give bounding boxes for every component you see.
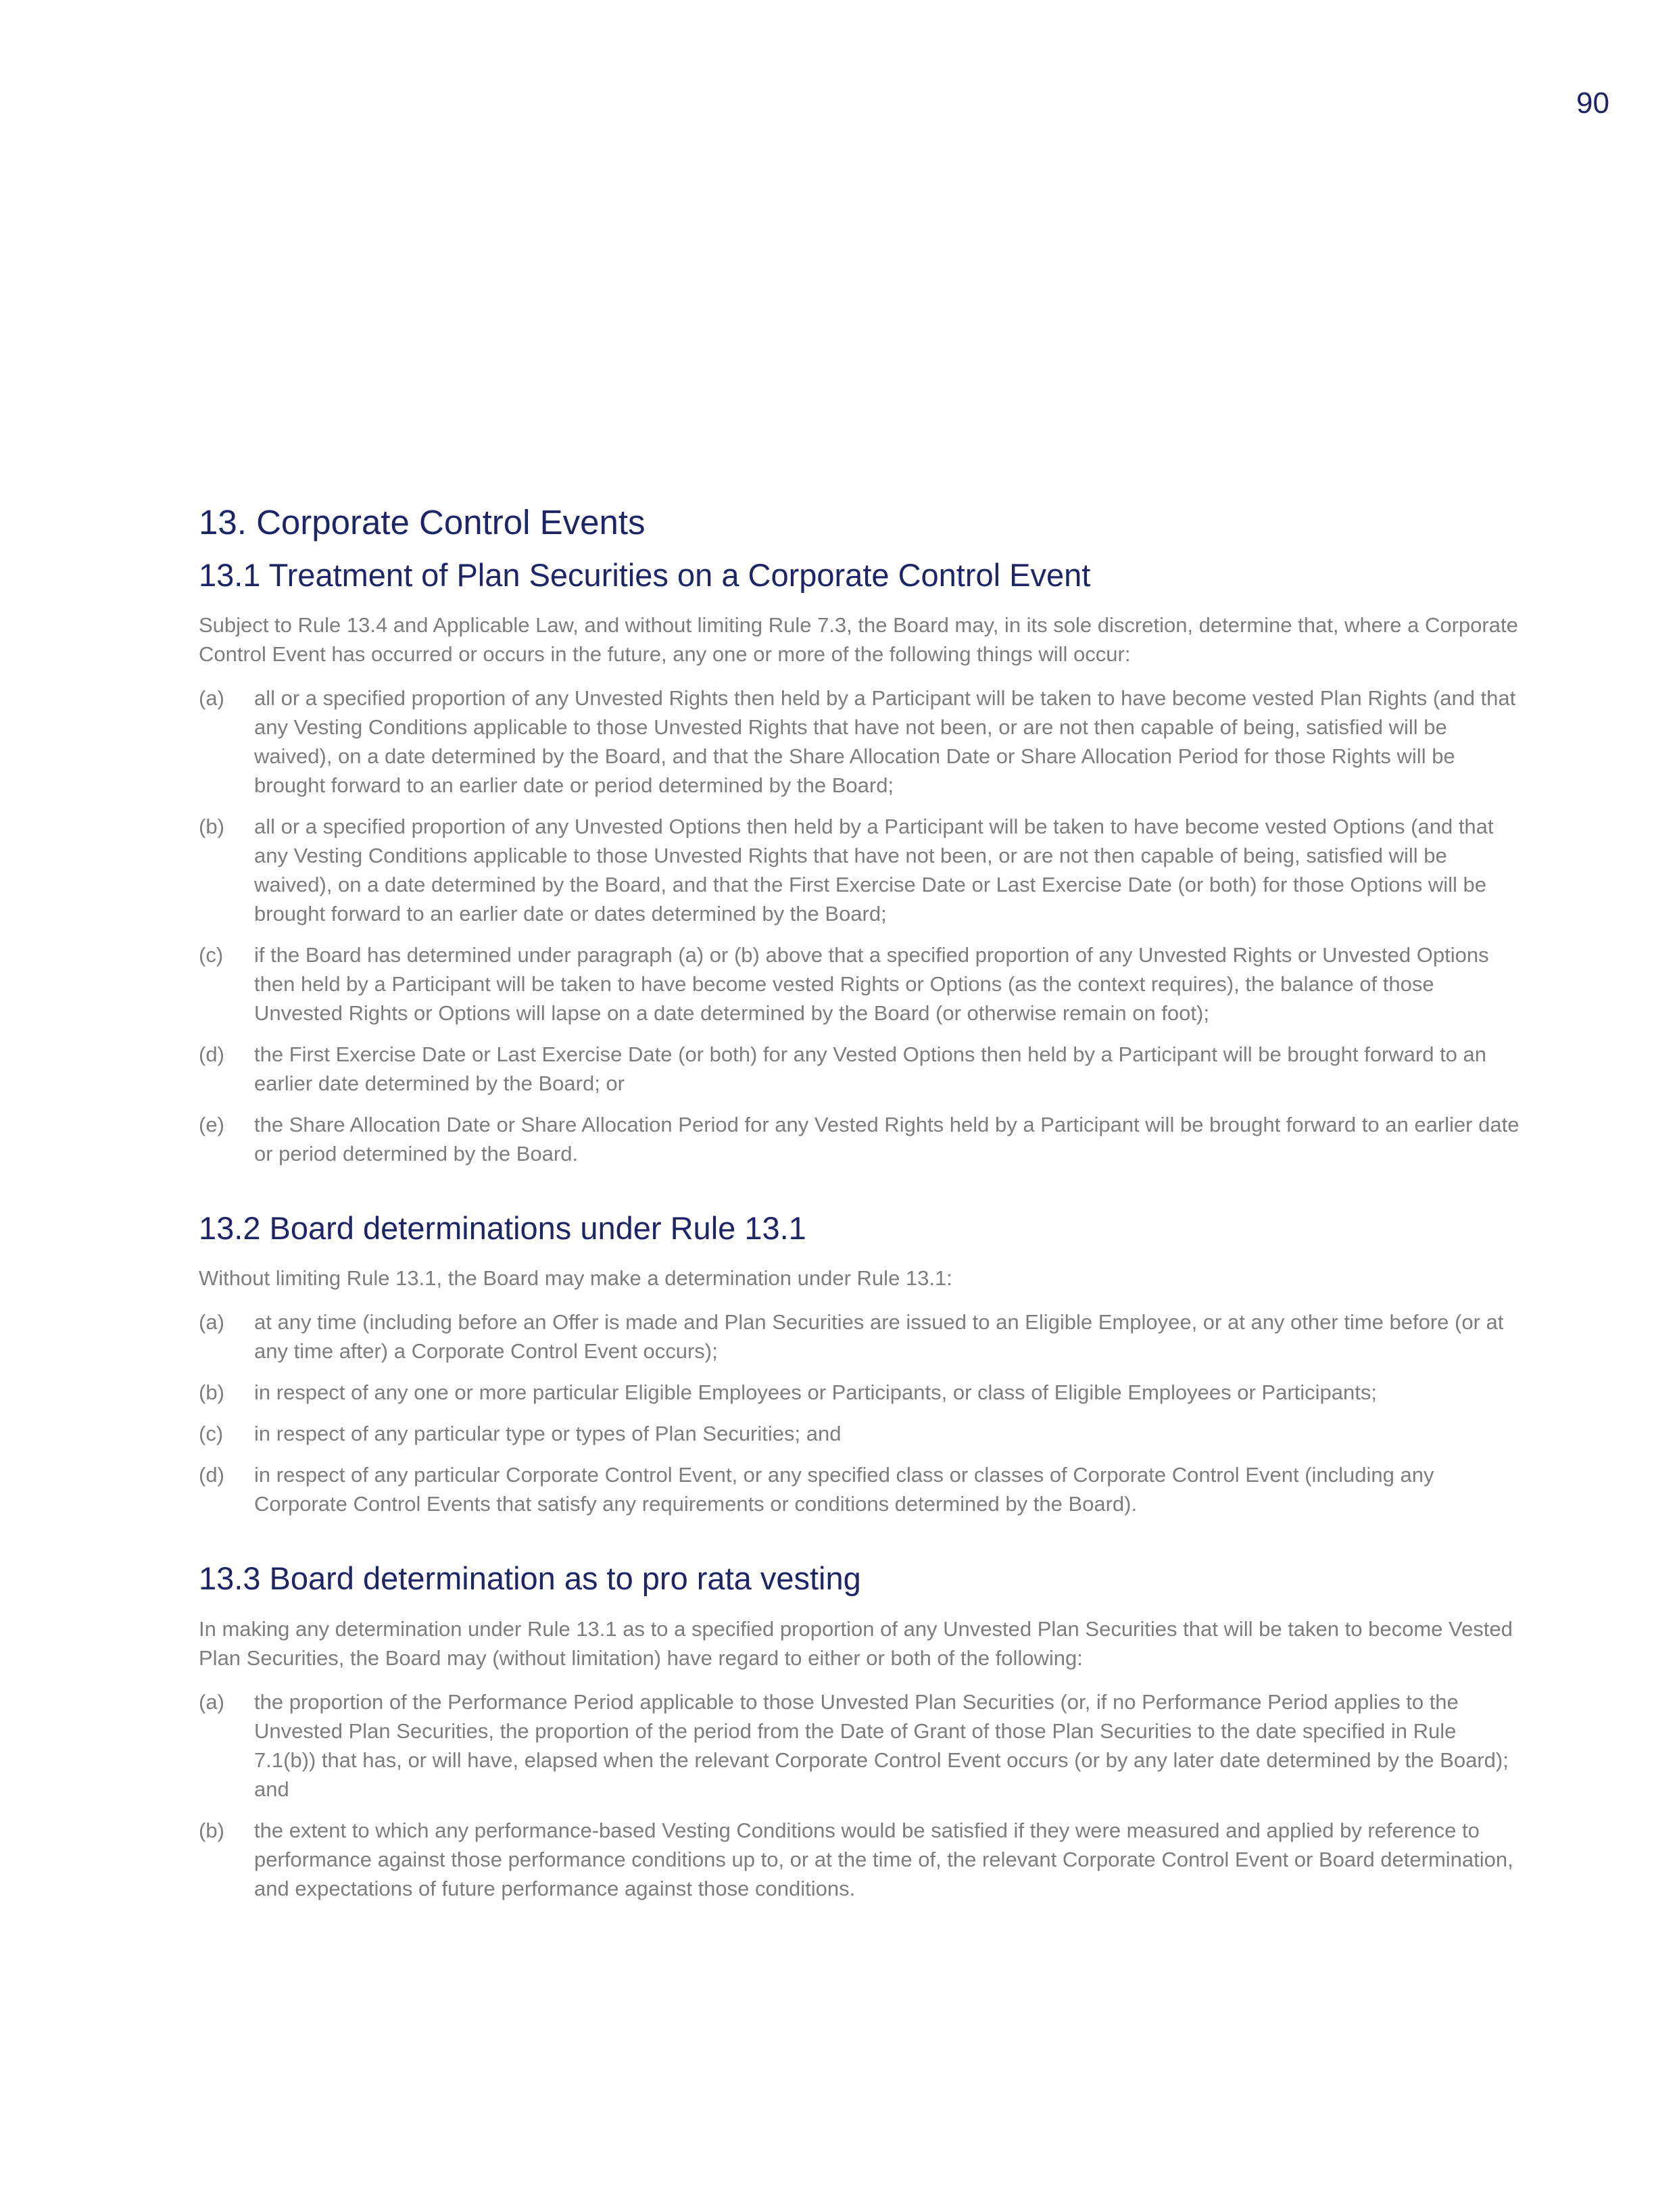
- subsection-list-13-3: [199, 1687, 1524, 1903]
- list-item: [199, 683, 1524, 800]
- subsection-intro-13-2: Without limiting Rule 13.1, the Board may make a determination under Rule 13.1:: [199, 1266, 952, 1291]
- list-marker: (d): [199, 1463, 224, 1487]
- list-marker: (b): [199, 1818, 224, 1842]
- subsection-list-13-1: [199, 683, 1524, 1168]
- list-item-text: the First Exercise Date or Last Exercise Date (or both) for any Vested Options then held by a Participant will be brought forward to an earlier date determined by the Board; or: [254, 1042, 1487, 1096]
- list-marker: (b): [199, 815, 224, 839]
- list-item-text: at any time (including before an Offer is made and Plan Securities are issued to an Eligible Employee, or at any other time before (or at any time after) a Corporate Control Event occurs);: [254, 1310, 1504, 1364]
- list-item-text: the Share Allocation Date or Share Allocation Period for any Vested Rights held by a Participant will be brought forward to an earlier date or period determined by the Board.: [254, 1113, 1520, 1166]
- subsection-list-13-2: [199, 1307, 1524, 1518]
- section-title: 13. Corporate Control Events: [199, 503, 646, 542]
- list-item: [199, 1110, 1524, 1168]
- list-marker: (a): [199, 686, 224, 711]
- subsection-title-13-3: 13.3 Board determination as to pro rata vesting: [199, 1560, 861, 1597]
- list-item: [199, 940, 1524, 1028]
- list-item-text: the proportion of the Performance Period applicable to those Unvested Plan Securities (or, if no Performance Period applies to the Unvested Plan Securities, the proportion of the period from the Date of Grant of those Plan Securities to the date specified in Rule 7.1(b)) that has, or will have, elapsed when the relevant Corporate Control Event occurs (or by any later date determined by the Board); and: [254, 1689, 1509, 1801]
- document-body: [199, 500, 1524, 1915]
- list-item: [199, 1419, 1524, 1448]
- list-marker: (d): [199, 1042, 224, 1067]
- subsection-intro-13-1: Subject to Rule 13.4 and Applicable Law, and without limiting Rule 7.3, the Board may, in its sole discretion, determine that, where a Corporate Control Event has occurred or occurs in the future, any one or more of the following things will occur:: [199, 613, 1518, 667]
- list-marker: (c): [199, 943, 224, 967]
- list-item-text: the extent to which any performance-based Vesting Conditions would be satisfied if they were measured and applied by reference to performance against those performance conditions up to, or at the time of, the relevant Corporate Control Event or Board determination, and expectations of future performance against those conditions.: [254, 1818, 1513, 1900]
- list-item-text: all or a specified proportion of any Unvested Options then held by a Participant will be taken to have become vested Options (and that any Vesting Conditions applicable to those Unvested Rights that have not been, or are not then capable of being, satisfied will be waived), on a date determined by the Board, and that the First Exercise Date or Last Exercise Date (or both) for those Options will be brought forward to an earlier date or dates determined by the Board;: [254, 815, 1494, 926]
- list-item: [199, 1816, 1524, 1903]
- list-marker: (c): [199, 1422, 224, 1446]
- list-marker: (a): [199, 1310, 224, 1335]
- list-marker: (e): [199, 1113, 224, 1137]
- list-item-text: all or a specified proportion of any Unvested Rights then held by a Participant will be taken to have become vested Plan Rights (and that any Vesting Conditions applicable to those Unvested Rights that have not been, or are not then capable of being, satisfied will be waived), on a date determined by the Board, and that the Share Allocation Date or Share Allocation Period for those Rights will be brought forward to an earlier date or period determined by the Board;: [254, 686, 1516, 798]
- list-marker: (b): [199, 1380, 224, 1405]
- list-item: [199, 1687, 1524, 1804]
- list-item: [199, 812, 1524, 928]
- subsection-intro-13-3: In making any determination under Rule 13.1 as to a specified proportion of any Unvested Plan Securities that will be taken to become Vested Plan Securities, the Board may (without limitation) have regard to either or both of the following:: [199, 1616, 1513, 1670]
- list-marker: (a): [199, 1689, 224, 1714]
- page-number: 90: [1576, 87, 1609, 120]
- list-item-text: in respect of any one or more particular Eligible Employees or Participants, or class of Eligible Employees or Participants;: [254, 1380, 1377, 1405]
- list-item-text: if the Board has determined under paragraph (a) or (b) above that a specified proportion of any Unvested Rights or Unvested Options then held by a Participant will be taken to have become vested Rights or Options (as the context requires), the balance of those Unvested Rights or Options will lapse on a date determined by the Board (or otherwise remain on foot);: [254, 943, 1489, 1026]
- list-item: [199, 1307, 1524, 1366]
- list-item: [199, 1040, 1524, 1098]
- list-item: [199, 1460, 1524, 1518]
- subsection-title-13-2: 13.2 Board determinations under Rule 13.1: [199, 1210, 806, 1247]
- list-item: [199, 1378, 1524, 1407]
- list-item-text: in respect of any particular Corporate Control Event, or any specified class or classes of Corporate Control Event (including any Corporate Control Events that satisfy any requirements or conditions determined by the Board).: [254, 1463, 1434, 1516]
- list-item-text: in respect of any particular type or types of Plan Securities; and: [254, 1422, 842, 1446]
- subsection-title-13-1: 13.1 Treatment of Plan Securities on a Corporate Control Event: [199, 557, 1091, 594]
